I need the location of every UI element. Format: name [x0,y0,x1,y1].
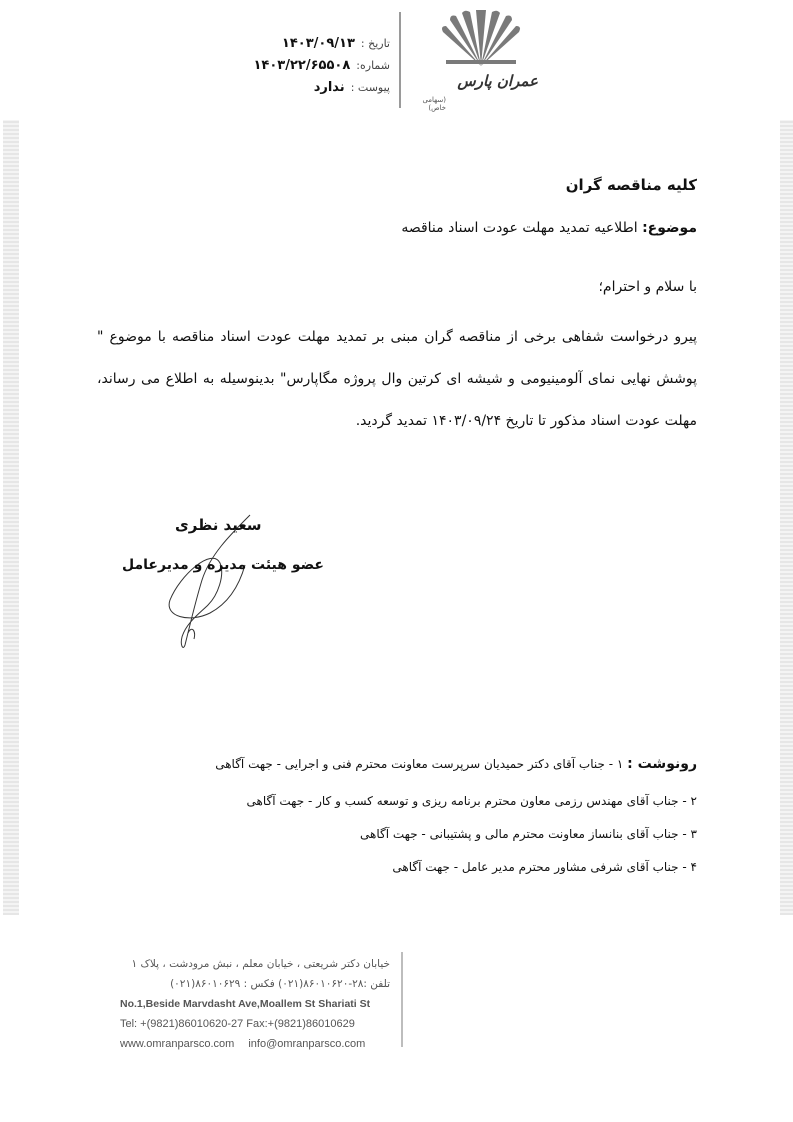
subject-label: موضوع: [642,220,697,236]
website-link[interactable]: www.omranparsco.com [120,1038,235,1050]
logo-fan-icon [438,10,524,68]
header-divider [399,12,401,108]
footer-divider [401,952,403,1047]
attachment-row [240,80,390,102]
signatory-name: سعید نظری [175,516,262,534]
company-logo [418,8,538,112]
web-contacts [120,1038,390,1058]
subject-text: اطلاعیه تمدید مهلت عودت اسناد مناقصه [401,220,643,236]
cc-item-2: ۲ - جناب آقای مهندس رزمی معاون محترم برنامه ریزی و توسعه کسب و کار - جهت آگاهی [246,794,697,808]
number-row [240,58,390,80]
address-fa: خیابان دکتر شریعتی ، خیابان معلم ، نبش مرودشت ، پلاک ۱ [131,958,390,970]
cc-label: رونوشت : [627,756,697,772]
address-en: No.1,Beside Marvdasht Ave,Moallem St Shariati St [120,998,371,1010]
scan-edge-left [3,120,19,915]
number-label: شماره: [356,59,390,72]
scan-edge-right [780,120,793,915]
addressee: کلیه مناقصه گران [565,176,697,194]
company-prefix: (سهامی خاص) [422,96,446,112]
date-label: تاریخ : [360,37,390,50]
phone-en: Tel: +(9821)86010620-27 Fax:+(9821)86010629 [120,1018,355,1030]
attachment-label: پیوست : [350,81,390,94]
date-row [240,36,390,58]
signatory-title: عضو هیئت مدیره و مدیرعامل [122,557,324,573]
cc-item-4: ۴ - جناب آقای شرفی مشاور محترم مدیر عامل - جهت آگاهی [392,860,697,874]
email-link[interactable]: info@omranparsco.com [248,1038,366,1050]
letter-meta [240,36,390,102]
greeting: با سلام و احترام؛ [598,279,697,295]
attachment-value: ندارد [313,80,345,95]
footer-contact [120,958,390,1058]
cc-item [215,756,697,772]
phone-fa: تلفن :۲۸-۸۶۰۱۰۶۲۰(۰۲۱) فکس : ۸۶۰۱۰۶۲۹(۰۲۱) [170,978,390,990]
cc-item-3: ۳ - جناب آقای بنانساز معاونت محترم مالی و پشتیبانی - جهت آگاهی [360,827,697,841]
number-value: ۱۴۰۳/۲۲/۶۵۵۰۸ [253,58,351,73]
subject-line [401,220,697,236]
cc-item-1: ۱ - جناب آقای دکتر حمیدیان سرپرست معاونت محترم فنی و اجرایی - جهت آگاهی [215,757,624,771]
letter-body: پیرو درخواست شفاهی برخی از مناقصه گران مبنی بر تمدید مهلت عودت اسناد مناقصه با موضوع " پوشش نهایی نمای آلومینیومی و شیشه ای کرتین وال پروژه مگاپارس" بدینوسیله به اطلاع می رساند، مهلت عودت اسناد مذکور تا تاریخ ۱۴۰۳/۰۹/۲۴ تمدید گردید. [97,329,697,429]
company-name: عمران پارس [457,72,538,90]
date-value: ۱۴۰۳/۰۹/۱۳ [281,36,355,51]
